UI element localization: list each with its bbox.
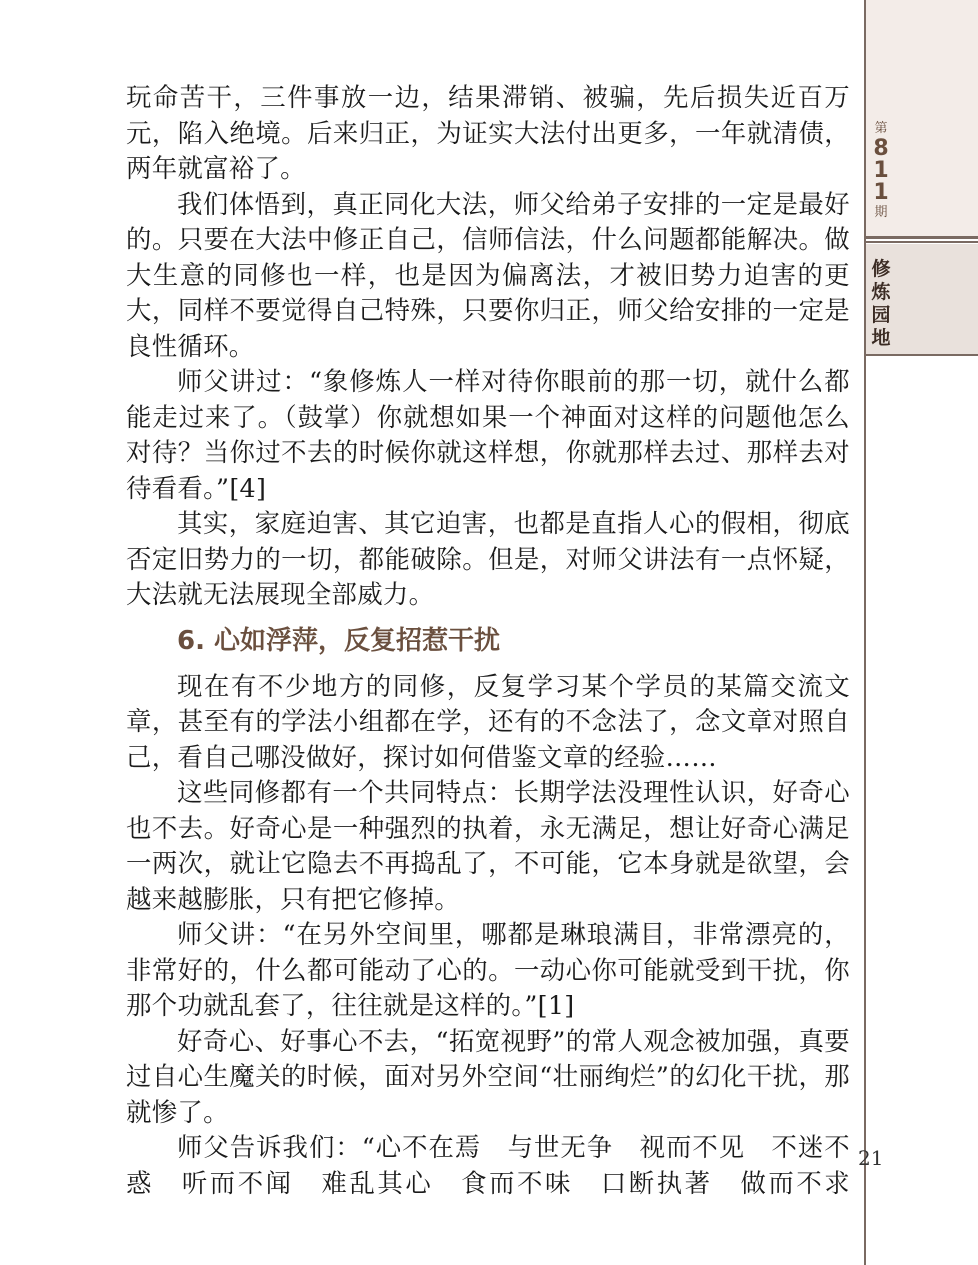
sidebar-rule xyxy=(866,241,978,243)
paragraph: 师父告诉我们：“心不在焉 与世无争 视而不见 不迷不惑 听而不闻 难乱其心 食而不味 口断执著 做而不求 xyxy=(126,1132,850,1198)
page-number: 21 xyxy=(858,1146,884,1170)
issue-digit: 8 xyxy=(873,136,889,161)
sidebar-rule xyxy=(866,236,978,239)
column-char: 修 xyxy=(871,258,891,280)
paragraph: 我们体悟到，真正同化大法，师父给弟子安排的一定是最好的。只要在大法中修正自己，信师信法，什么问题都能解决。做大生意的同修也一样，也是因为偏离法，才被旧势力迫害的更大，同样不要觉得自己特殊，只要你归正，师父给安排的一定是良性循环。 xyxy=(126,188,850,361)
issue-prefix: 第 xyxy=(874,121,888,136)
paragraph: 好奇心、好事心不去，“拓宽视野”的常人观念被加强，真要过自心生魔关的时候，面对另外空间“壮丽绚烂”的幻化干扰，那就惨了。 xyxy=(126,1025,850,1127)
paragraph: 其实，家庭迫害、其它迫害，也都是直指人心的假相，彻底否定旧势力的一切，都能破除。但是，对师父讲法有一点怀疑，大法就无法展现全部威力。 xyxy=(126,508,850,609)
sidebar-rule xyxy=(866,354,978,356)
column-title xyxy=(866,258,896,350)
column-char: 园 xyxy=(871,304,891,326)
issue-digit: 1 xyxy=(873,158,889,183)
article-body xyxy=(126,80,850,1201)
section-heading: 6. 心如浮萍，反复招惹干扰 xyxy=(177,625,501,656)
paragraph: 现在有不少地方的同修，反复学习某个学员的某篇交流文章，甚至有的学法小组都在学，还有的不念法了，念文章对照自己，看自己哪没做好，探讨如何借鉴文章的经验…… xyxy=(126,670,850,772)
issue-digit: 1 xyxy=(873,180,889,205)
column-char: 炼 xyxy=(871,281,891,303)
paragraph: 师父讲过：“象修炼人一样对待你眼前的那一切，就什么都能走过来了。（鼓掌）你就想如果一个神面对这样的问题他怎么对待？当你过不去的时候你就这样想，你就那样去过、那样去对待看看。”[4] xyxy=(126,366,850,503)
paragraph: 这些同修都有一个共同特点：长期学法没理性认识，好奇心也不去。好奇心是一种强烈的执着，永无满足，想让好奇心满足一两次，就让它隐去不再捣乱了，不可能，它本身就是欲望，会越来越膨胀，只有把它修掉。 xyxy=(126,777,850,914)
issue-number xyxy=(866,120,896,222)
paragraph: 师父讲：“在另外空间里，哪都是琳琅满目，非常漂亮的，非常好的，什么都可能动了心的。一动心你可能就受到干扰，你那个功就乱套了，往往就是这样的。”[1] xyxy=(126,919,850,1020)
paragraph: 玩命苦干，三件事放一边，结果滞销、被骗，先后损失近百万元，陷入绝境。后来归正，为证实大法付出更多，一年就清债，两年就富裕了。 xyxy=(126,82,850,183)
issue-suffix: 期 xyxy=(874,205,888,220)
column-char: 地 xyxy=(871,327,891,349)
